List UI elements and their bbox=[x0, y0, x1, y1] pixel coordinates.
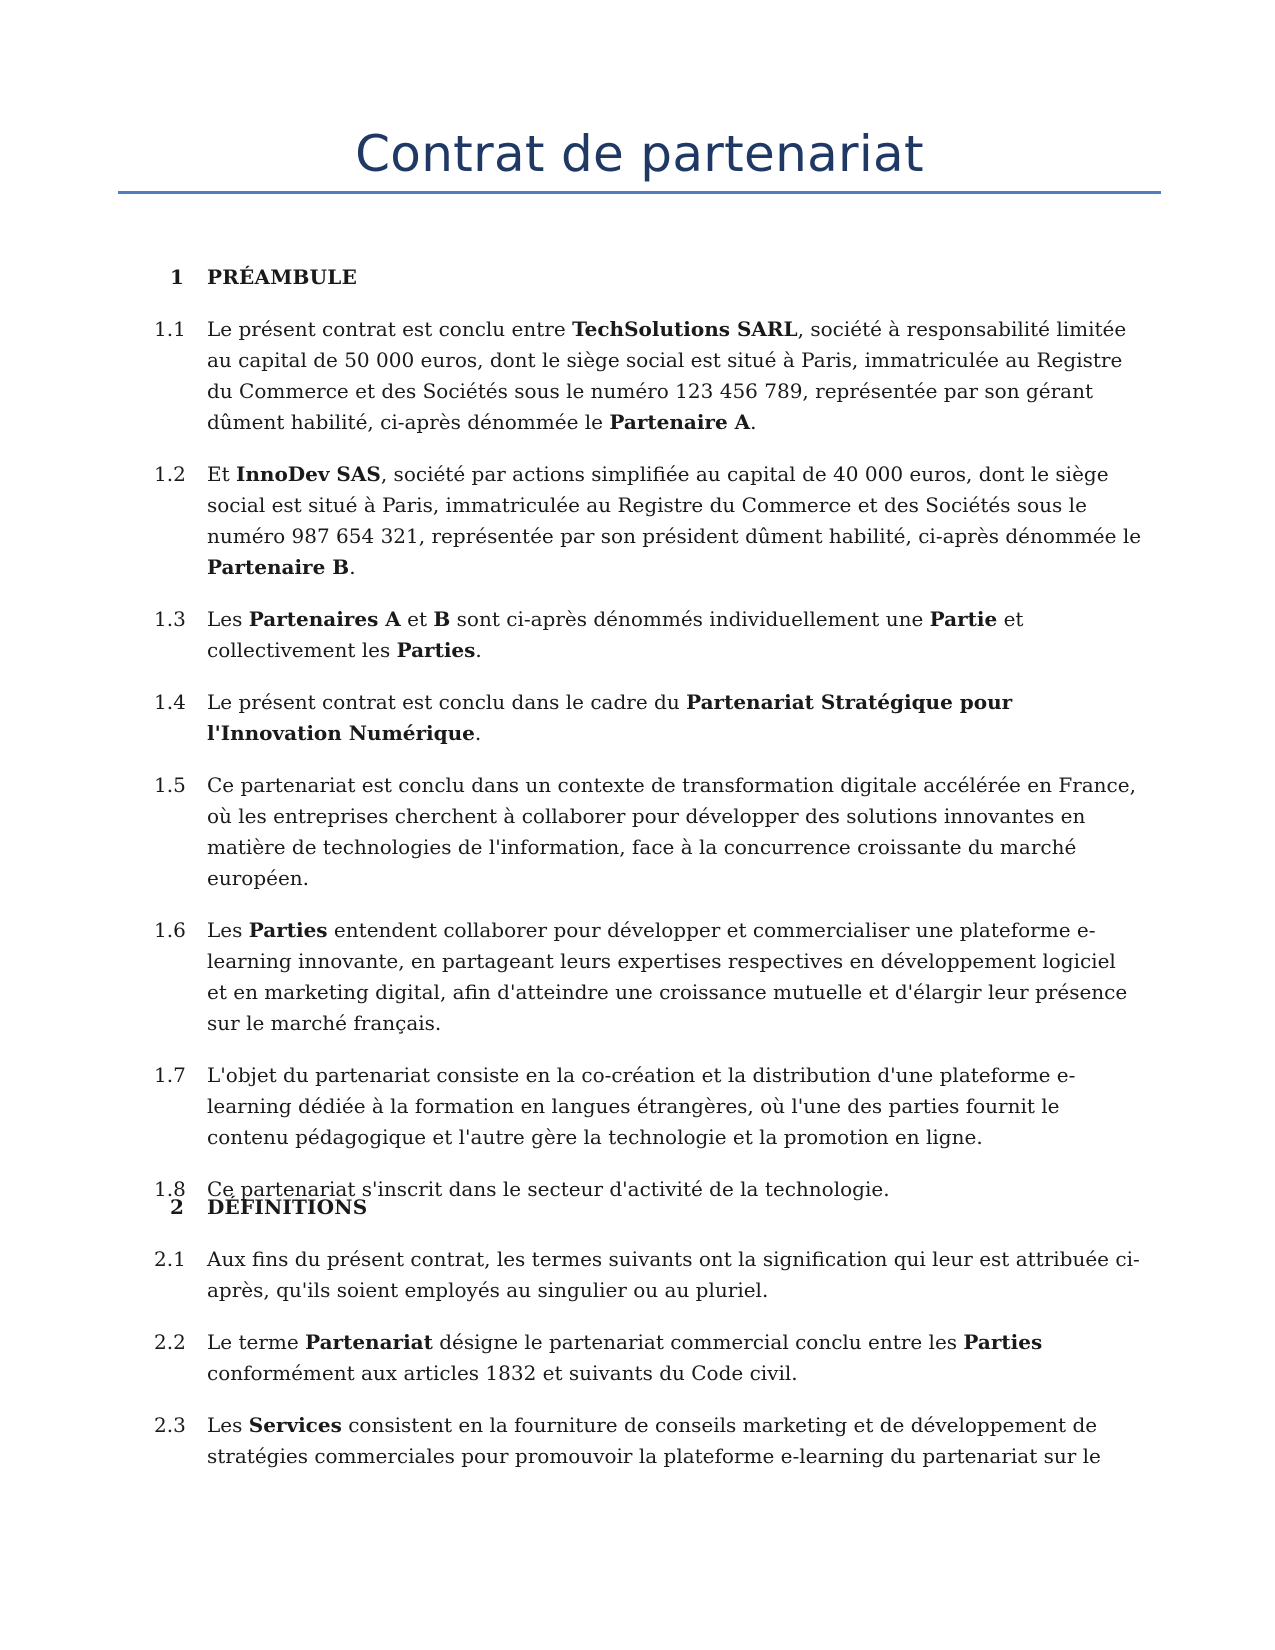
clause-item bbox=[0, 687, 1275, 749]
clause-text: Le terme Partenariat désigne le partenariat commercial conclu entre les Parties conformément aux articles 1832 et suivants du Code civil. bbox=[207, 1330, 1043, 1385]
clause-number: 2.2 bbox=[154, 1330, 186, 1354]
clause-text: Le présent contrat est conclu dans le cadre du Partenariat Stratégique pour l'Innovation Numérique. bbox=[207, 690, 1013, 745]
clause-number: 1.3 bbox=[154, 607, 186, 631]
clause-number: 1.2 bbox=[154, 462, 186, 486]
clause-text: Aux fins du présent contrat, les termes suivants ont la signification qui leur est attribuée ci-après, qu'ils soient employés au singulier ou au pluriel. bbox=[207, 1247, 1140, 1302]
clause-text: L'objet du partenariat consiste en la co-création et la distribution d'une plateforme e-learning dédiée à la formation en langues étrangères, où l'une des parties fournit le contenu pédagogique et l'autre gère la technologie et la promotion en ligne. bbox=[207, 1063, 1076, 1149]
clause-text: Ce partenariat est conclu dans un contexte de transformation digitale accélérée en France, où les entreprises cherchent à collaborer pour développer des solutions innovantes en matière de technologies de l'information, face à la concurrence croissante du marché européen. bbox=[207, 773, 1136, 890]
clause-number: 1.1 bbox=[154, 317, 186, 341]
clause-text: Les Services consistent en la fourniture de conseils marketing et de développement de stratégies commerciales pour promouvoir la plateforme e-learning du partenariat sur le bbox=[207, 1413, 1101, 1468]
section-heading bbox=[0, 1192, 1275, 1222]
clause-number: 1.6 bbox=[154, 918, 186, 942]
clause-item bbox=[0, 915, 1275, 1039]
clause-number: 2.1 bbox=[154, 1247, 186, 1271]
clause-text: Le présent contrat est conclu entre TechSolutions SARL, société à responsabilité limitée au capital de 50 000 euros, dont le siège social est situé à Paris, immatriculée au Registre du Commerce et des Sociétés sous le numéro 123 456 789, représentée par son gérant dûment habilité, ci-après dénommée le Partenaire A. bbox=[207, 317, 1127, 434]
clause-number: 1.8 bbox=[154, 1177, 186, 1201]
clause-item bbox=[0, 770, 1275, 894]
clause-list bbox=[0, 1244, 1275, 1472]
clause-item bbox=[0, 1060, 1275, 1153]
section-number: 1 bbox=[170, 265, 184, 289]
clause-item bbox=[0, 1244, 1275, 1306]
document-title: Contrat de partenariat bbox=[355, 125, 924, 183]
clause-text: Les Parties entendent collaborer pour développer et commercialiser une plateforme e-learning innovante, en partageant leurs expertises respectives en développement logiciel et en marketing digital, afin d'atteindre une croissance mutuelle et d'élargir leur présence sur le marché français. bbox=[207, 918, 1128, 1035]
clause-item bbox=[0, 314, 1275, 438]
section-heading bbox=[0, 262, 1275, 292]
clause-text: Les Partenaires A et B sont ci-après dénommés individuellement une Partie et collectivement les Parties. bbox=[207, 607, 1024, 662]
clause-item bbox=[0, 604, 1275, 666]
clause-list bbox=[0, 314, 1275, 1205]
clause-number: 1.4 bbox=[154, 690, 186, 714]
clause-number: 1.5 bbox=[154, 773, 186, 797]
clause-item bbox=[0, 459, 1275, 583]
section-title: PRÉAMBULE bbox=[207, 265, 358, 289]
clause-text: Ce partenariat s'inscrit dans le secteur d'activité de la technologie. bbox=[207, 1177, 890, 1201]
clause-text: Et InnoDev SAS, société par actions simplifiée au capital de 40 000 euros, dont le siège social est situé à Paris, immatriculée au Registre du Commerce et des Sociétés sous le numéro 987 654 321, représentée par son président dûment habilité, ci-après dénommée le Partenaire B. bbox=[207, 462, 1142, 579]
clause-item bbox=[0, 1327, 1275, 1389]
section-preambule bbox=[0, 262, 1275, 1226]
clause-number: 1.7 bbox=[154, 1063, 186, 1087]
clause-number: 2.3 bbox=[154, 1413, 186, 1437]
section-title: DÉFINITIONS bbox=[207, 1195, 368, 1219]
clause-item bbox=[0, 1410, 1275, 1472]
section-number: 2 bbox=[170, 1195, 184, 1219]
section-definitions bbox=[0, 1192, 1275, 1493]
title-underline bbox=[118, 191, 1161, 194]
